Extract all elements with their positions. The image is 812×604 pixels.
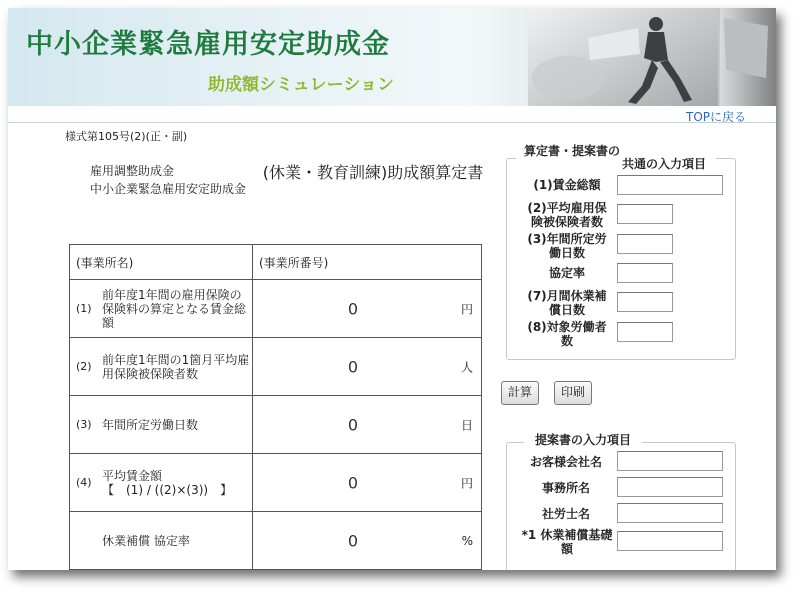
- print-button[interactable]: 印刷: [554, 381, 592, 405]
- row-number: (4): [76, 476, 92, 489]
- wage-total-input[interactable]: [617, 175, 723, 195]
- row-value: 0: [347, 299, 359, 318]
- banner-title: 中小企業緊急雇用安定助成金: [26, 29, 390, 60]
- row-unit: %: [461, 533, 473, 548]
- row-label-with-formula: [102, 469, 252, 497]
- office-name-header: (事業所名): [70, 245, 253, 280]
- leave-base-input[interactable]: [617, 531, 723, 551]
- subsidy-names: [90, 162, 246, 198]
- company-name-label: お客様会社名: [529, 455, 602, 469]
- table-row: [70, 454, 482, 512]
- form-number: 様式第105号(2)(正・副): [65, 130, 188, 143]
- target-workers-label: (8)対象労働者数: [527, 320, 607, 348]
- header-photo-collage: [528, 8, 776, 106]
- sharoushi-name-label: 社労士名: [541, 507, 590, 521]
- monthly-leave-days-input[interactable]: [617, 292, 673, 312]
- row-value: 0: [347, 415, 359, 434]
- agreement-rate-input[interactable]: [617, 263, 673, 283]
- header-divider: [8, 122, 776, 123]
- monthly-leave-days-label: (7)月間休業補償日数: [527, 289, 607, 317]
- row-number: (2): [76, 360, 92, 373]
- annual-days-input[interactable]: [617, 234, 673, 254]
- row-label: 前年度1年間の1箇月平均雇用保険被保険者数: [102, 352, 250, 381]
- subsidy-name-sme-emergency: 中小企業緊急雇用安定助成金: [90, 182, 247, 196]
- row-label: 前年度1年間の雇用保険の保険料の算定となる賃金総額: [102, 287, 247, 330]
- row-unit: 日: [460, 418, 473, 432]
- row-label: 平均賃金額: [102, 468, 163, 483]
- top-link[interactable]: TOPに戻る: [686, 110, 747, 124]
- row-unit: 円: [460, 302, 473, 316]
- row-value: 0: [347, 357, 359, 376]
- table-row: [70, 396, 482, 454]
- row-number: (1): [76, 302, 92, 315]
- subsidy-name-employment-adjustment: 雇用調整助成金: [90, 164, 175, 178]
- common-fields-legend-line1: 算定書・提案書の: [524, 144, 621, 158]
- common-fields-legend: [516, 145, 716, 171]
- row-value: 0: [347, 473, 359, 492]
- banner-subtitle: 助成額シミュレーション: [208, 75, 394, 95]
- value-cell: [253, 396, 482, 454]
- value-cell: [253, 454, 482, 512]
- office-name-label: 事務所名: [541, 481, 590, 495]
- table-row: [70, 280, 482, 338]
- calculation-table: [69, 244, 482, 570]
- row-label: 年間所定労働日数: [102, 417, 199, 432]
- calculate-button[interactable]: 計算: [501, 381, 539, 405]
- document-title: (休業・教育訓練)助成額算定書: [262, 163, 484, 182]
- leave-base-label: *1 休業補償基礎額: [521, 528, 613, 556]
- office-name-input[interactable]: [617, 477, 723, 497]
- sharoushi-name-input[interactable]: [617, 503, 723, 523]
- table-header-row: [70, 245, 482, 280]
- annual-days-label: (3)年間所定労働日数: [527, 232, 607, 260]
- agreement-rate-label: 協定率: [548, 266, 585, 280]
- header-banner: [8, 8, 776, 106]
- row-unit: 人: [460, 360, 473, 374]
- value-cell: [253, 280, 482, 338]
- wage-total-label: (1)賃金総額: [533, 178, 601, 192]
- row-label: 休業補償 協定率: [102, 533, 190, 548]
- row-unit: 円: [460, 476, 473, 490]
- table-row: [70, 512, 482, 570]
- table-row: [70, 338, 482, 396]
- common-fields-legend-line2: 共通の入力項目: [621, 157, 706, 171]
- target-workers-input[interactable]: [617, 322, 673, 342]
- value-cell: [253, 512, 482, 570]
- row-number: (3): [76, 418, 92, 431]
- company-name-input[interactable]: [617, 451, 723, 471]
- app-window: [8, 8, 776, 570]
- office-number-header: (事業所番号): [253, 245, 482, 280]
- value-cell: [253, 338, 482, 396]
- avg-insured-label: (2)平均雇用保険被保険者数: [527, 201, 607, 229]
- avg-insured-input[interactable]: [617, 204, 673, 224]
- proposal-fields-legend: 提案書の入力項目: [524, 434, 642, 447]
- row-formula: 【 (1) / ((2)×(3)) 】: [102, 482, 233, 497]
- row-value: 0: [347, 531, 359, 550]
